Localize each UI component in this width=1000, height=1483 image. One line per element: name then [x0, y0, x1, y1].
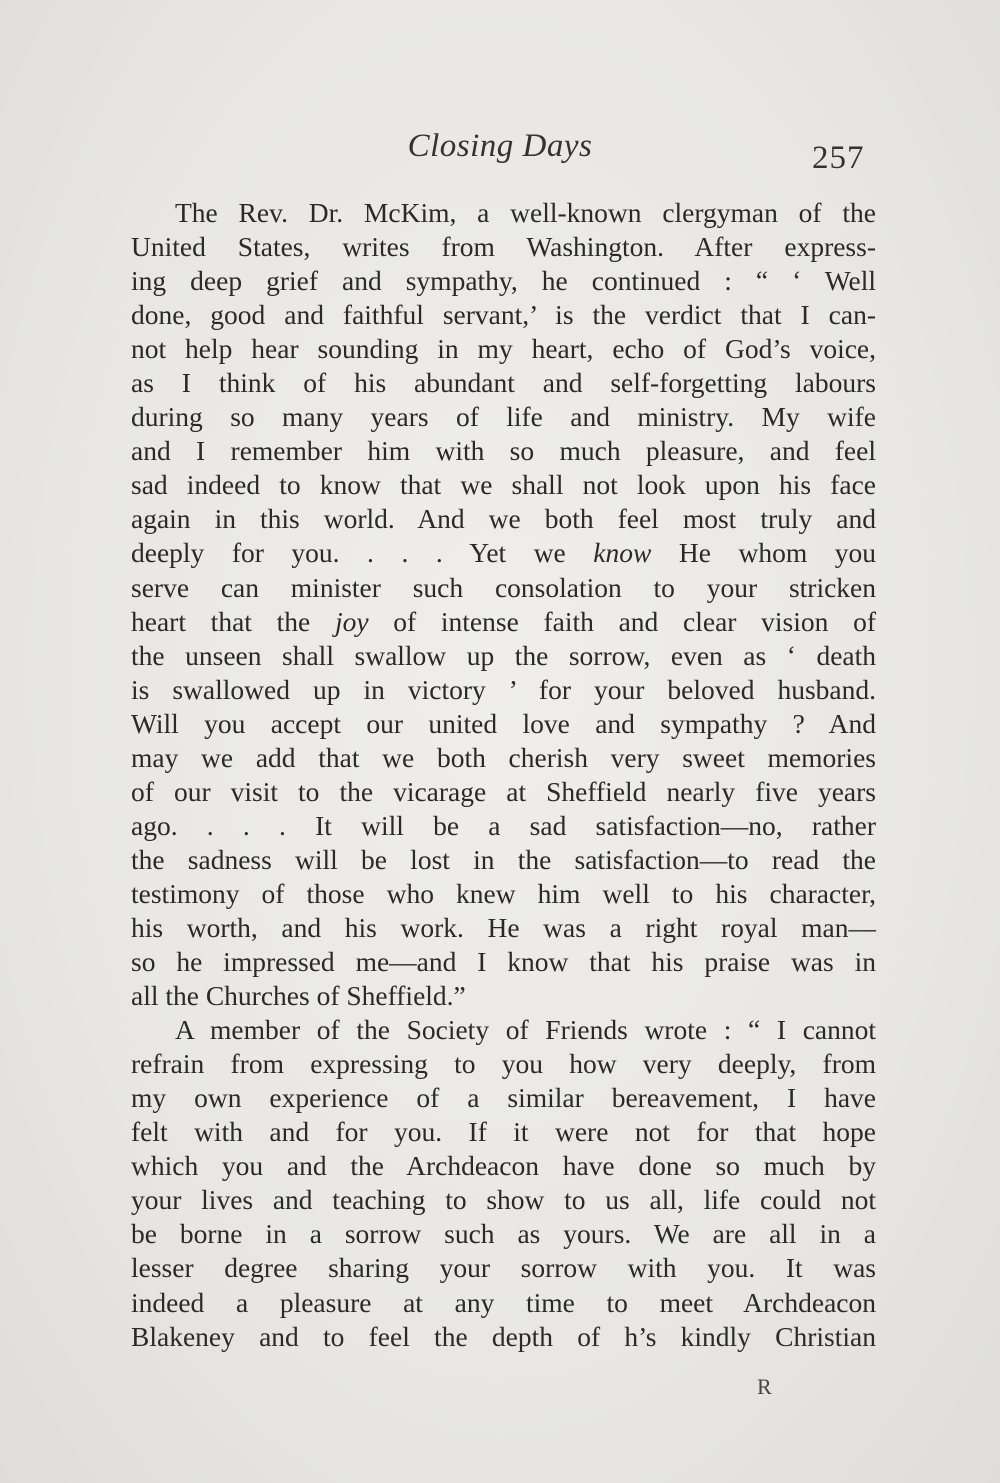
running-title: Closing Days	[407, 128, 593, 164]
text-line: United States, writes from Washington. After express-	[131, 231, 876, 263]
text-line: Blakeney and to feel the depth of h’s kindly Christian	[131, 1320, 876, 1352]
text-line: ing deep grief and sympathy, he continued : “ ‘ Well	[131, 265, 876, 297]
italic-word: know	[593, 537, 652, 569]
text-segment: He whom you	[651, 537, 876, 569]
text-line: be borne in a sorrow such as yours. We are all in a	[131, 1218, 876, 1250]
text-segment: of intense faith and clear vision of	[368, 605, 876, 637]
text-line: during so many years of life and ministry. My wife	[131, 401, 876, 433]
page-number: 257	[812, 140, 865, 176]
text-line: my own experience of a similar bereavement, I have	[131, 1082, 876, 1114]
text-line: Will you accept our united love and sympathy ? And	[131, 707, 876, 739]
text-line: all the Churches of Sheffield.”	[131, 980, 466, 1012]
text-line: indeed a pleasure at any time to meet Archdeacon	[131, 1286, 876, 1318]
text-line: which you and the Archdeacon have done so much by	[131, 1150, 876, 1182]
text-line-with-italic	[131, 605, 876, 639]
text-line: the unseen shall swallow up the sorrow, even as ‘ death	[131, 639, 876, 671]
text-line: as I think of his abundant and self-forgetting labours	[131, 367, 876, 399]
italic-word: joy	[334, 605, 369, 637]
text-line: of our visit to the vicarage at Sheffield nearly five years	[131, 775, 876, 807]
text-line: sad indeed to know that we shall not look upon his face	[131, 469, 876, 501]
text-line: may we add that we both cherish very sweet memories	[131, 741, 876, 773]
text-segment: heart that the	[131, 605, 335, 637]
text-line: ago. . . . It will be a sad satisfaction—no, rather	[131, 809, 876, 841]
text-line: serve can minister such consolation to your stricken	[131, 571, 876, 603]
text-line: so he impressed me—and I know that his praise was in	[131, 946, 876, 978]
text-line: and I remember him with so much pleasure, and feel	[131, 435, 876, 467]
text-line: the sadness will be lost in the satisfaction—to read the	[131, 843, 876, 875]
text-line: lesser degree sharing your sorrow with you. It was	[131, 1252, 876, 1284]
text-line: refrain from expressing to you how very deeply, from	[131, 1048, 876, 1080]
text-segment: deeply for you. . . . Yet we	[131, 537, 594, 569]
body-text	[131, 196, 876, 1354]
text-line: is swallowed up in victory ’ for your beloved husband.	[131, 673, 876, 705]
text-line: testimony of those who knew him well to his character,	[131, 877, 876, 909]
text-line: The Rev. Dr. McKim, a well-known clergyman of the	[175, 197, 876, 228]
text-line: A member of the Society of Friends wrote : “ I cannot	[175, 1014, 876, 1046]
text-line: done, good and faithful servant,’ is the verdict that I can-	[131, 299, 876, 331]
signature-mark: R	[757, 1374, 772, 1399]
text-line-with-italic	[131, 536, 876, 570]
text-line: his worth, and his work. He was a right royal man—	[131, 911, 876, 943]
text-line: not help hear sounding in my heart, echo of God’s voice,	[131, 333, 876, 365]
text-line: your lives and teaching to show to us all, life could not	[131, 1184, 876, 1216]
text-line: felt with and for you. If it were not for that hope	[131, 1116, 876, 1148]
text-line: again in this world. And we both feel most truly and	[131, 503, 876, 535]
